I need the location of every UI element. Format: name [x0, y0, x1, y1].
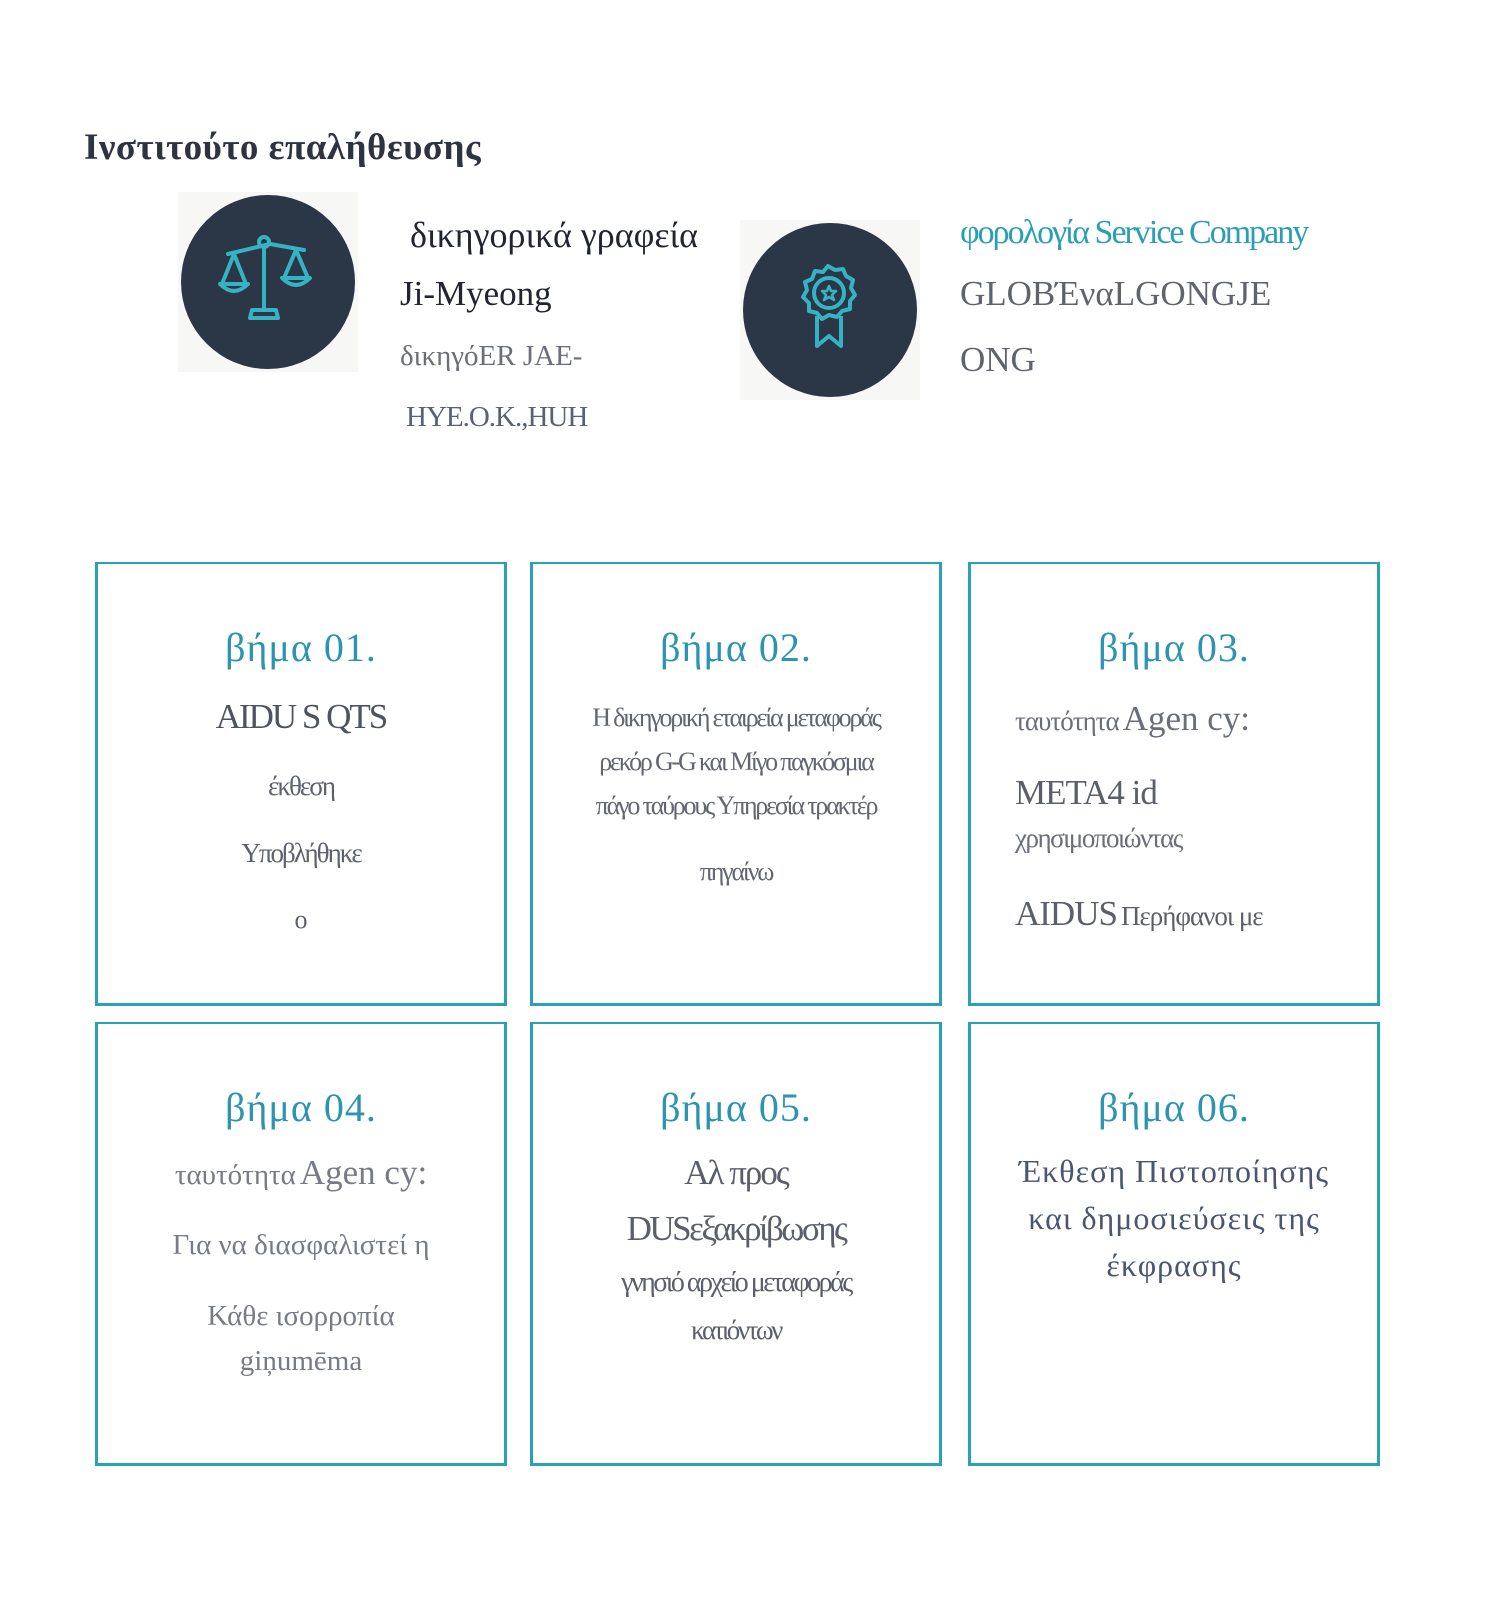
step-text-small: ταυτότητα: [1015, 706, 1119, 736]
step-card-02: [530, 562, 942, 1006]
step-text: πηγαίνω: [699, 857, 773, 886]
step-text-large: Agen cy:: [299, 1153, 428, 1192]
step-title: βήμα 02.: [660, 625, 812, 670]
step-card-06: [968, 1022, 1380, 1466]
step-text: πάγο ταύρους Υπηρεσία τρακτέρ: [595, 791, 877, 820]
law-firm-badge: [178, 192, 358, 372]
step-text: ρεκόρ G-G και Μίγο παγκόσμια: [599, 747, 873, 776]
step-title: βήμα 04.: [225, 1085, 377, 1130]
step-text: giņumēma: [239, 1345, 363, 1377]
step-text: Υποβλήθηκε: [241, 838, 361, 868]
step-text: χρησιμοποιώντας: [1015, 823, 1182, 853]
step-text: κατιόντων: [691, 1315, 781, 1345]
step-card-04: [95, 1022, 507, 1466]
step-card-05: [530, 1022, 942, 1466]
law-firm-name: δικηγορικά γραφεία: [410, 215, 699, 255]
tax-company-badge: [740, 220, 920, 400]
step-title: βήμα 06.: [1098, 1085, 1250, 1130]
step-title: βήμα 03.: [1098, 625, 1250, 670]
step-title: βήμα 01.: [225, 625, 377, 670]
law-firm-lawyer: δικηγόER JAE-: [400, 340, 583, 372]
step-text: ο: [294, 905, 308, 934]
step-text: έκφρασης: [1106, 1247, 1242, 1283]
scales-icon: [178, 192, 358, 372]
step-text: Για να διασφαλιστεί η: [172, 1229, 430, 1261]
step-text: AIDU S QTS: [215, 697, 387, 736]
step-text: γνησιό αρχείο μεταφοράς: [621, 1267, 851, 1298]
tax-company-subname: GLOBΈναLGONGJE: [960, 274, 1272, 313]
step-text-large: AIDUS: [1015, 894, 1117, 933]
step-card-03: [968, 562, 1380, 1006]
step-title: βήμα 05.: [660, 1085, 812, 1130]
step-text: [98, 1153, 504, 1193]
law-firm-subname: Ji-Myeong: [400, 274, 552, 313]
step-card-01: [95, 562, 507, 1006]
step-text-small: ταυτότητα: [174, 1159, 296, 1191]
step-text: Έκθεση Πιστοποίησης: [1018, 1153, 1330, 1189]
step-text-small: Περήφανοι με: [1120, 901, 1263, 931]
law-firm-lawyer-cont: HYE.O.K.,HUH: [406, 401, 588, 433]
step-text: [1015, 894, 1377, 934]
award-ribbon-icon: [740, 220, 920, 400]
step-text: Αλ προς: [684, 1153, 788, 1192]
step-text: [1015, 699, 1377, 739]
tax-company-subname-cont: ONG: [960, 340, 1036, 379]
law-firm-info: [400, 214, 698, 434]
tax-company-info: [960, 214, 1307, 380]
step-text: META4 id: [1015, 773, 1157, 812]
step-text: και δημοσιεύσεις της: [1028, 1200, 1320, 1236]
step-text: DUSεξακρίβωσης: [626, 1209, 846, 1248]
page-title: Ινστιτούτο επαλήθευσης: [84, 127, 482, 168]
step-text: έκθεση: [268, 771, 334, 801]
step-text-large: Agen cy:: [1122, 699, 1251, 738]
step-text: Η δικηγορική εταιρεία μεταφοράς: [592, 703, 880, 732]
tax-company-name: φορολογία Service Company: [960, 214, 1308, 251]
step-text: Κάθε ισορροπία: [207, 1300, 395, 1332]
